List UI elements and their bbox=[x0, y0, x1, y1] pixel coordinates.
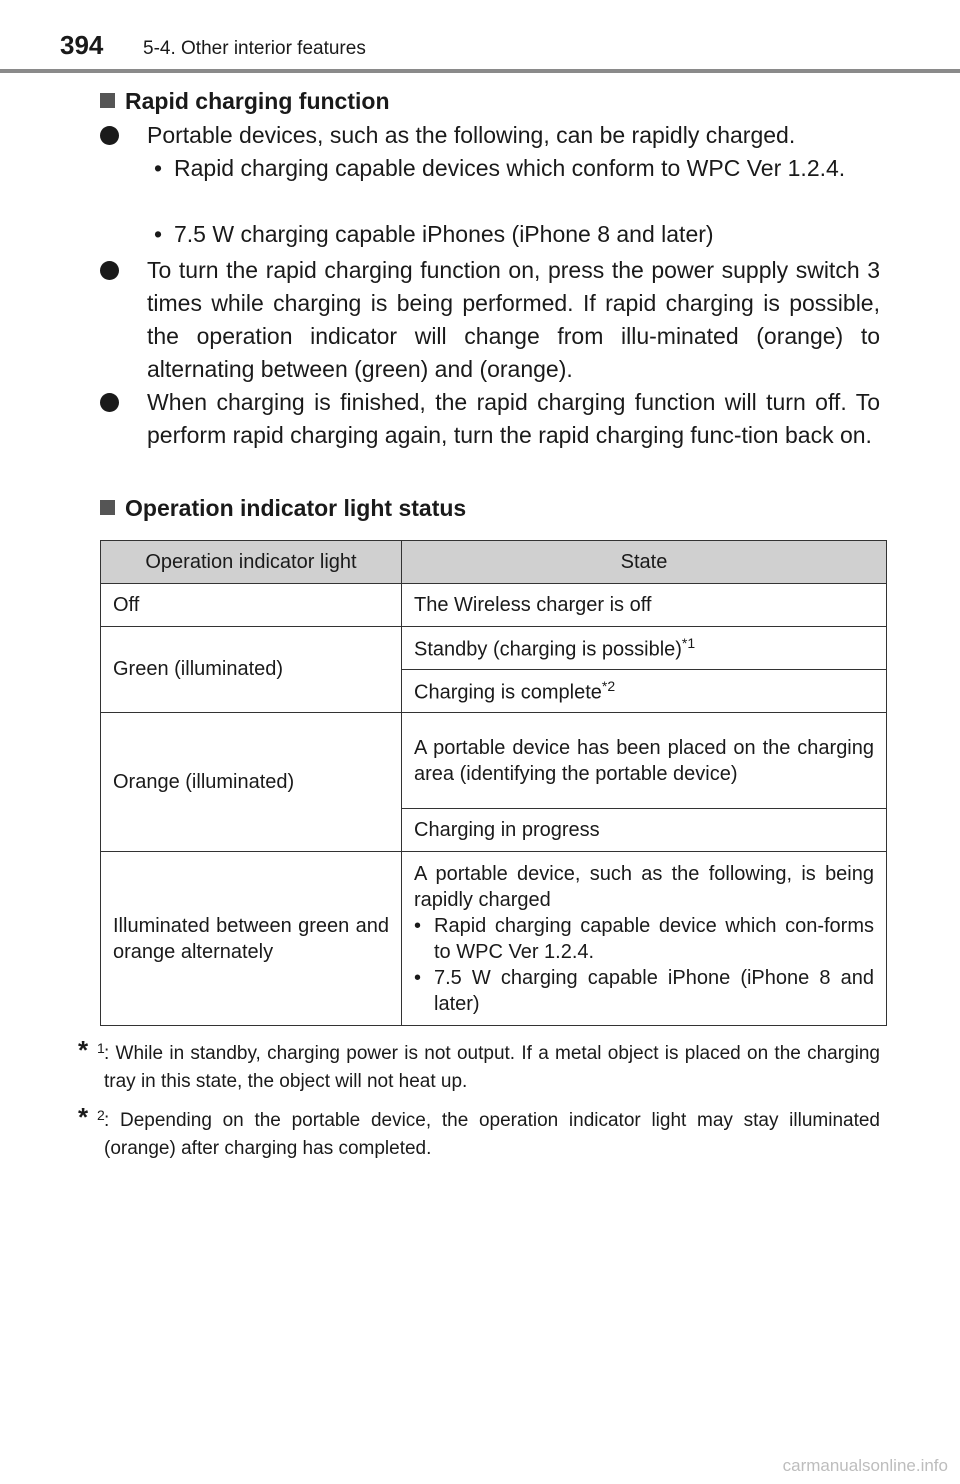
table-header-row bbox=[101, 541, 887, 584]
state-cell: Charging in progress bbox=[402, 809, 887, 852]
light-cell: Green (illuminated) bbox=[101, 627, 402, 713]
footnote-ref: *1 bbox=[681, 634, 696, 651]
light-cell: Illuminated between green and orange alternately bbox=[101, 852, 402, 1026]
column-header-state: State bbox=[402, 541, 887, 584]
state-cell: A portable device, such as the following, is being rapidly charged • Rapid charging capable device which con-forms to WPC Ver 1.2.4. • 7.5 W charging capable iPhone (iPhone 8 and later) bbox=[402, 852, 887, 1026]
light-cell: Orange (illuminated) bbox=[101, 713, 402, 852]
watermark-text: carmanualsonline.info bbox=[782, 1456, 948, 1475]
footnote-2: * 2 : Depending on the portable device, the operation indicator light may stay illuminated (orange) after charging has completed. bbox=[78, 1102, 880, 1159]
light-cell: Off bbox=[101, 584, 402, 627]
state-cell: A portable device has been placed on the charging area (identifying the portable device) bbox=[402, 713, 887, 809]
rapid-sub-iphone: • 7.5 W charging capable iPhones (iPhone 8 and later) bbox=[154, 221, 714, 247]
indicator-status-heading: Operation indicator light status bbox=[100, 495, 466, 522]
rapid-charging-heading: Rapid charging function bbox=[100, 88, 390, 115]
round-bullet-icon bbox=[100, 393, 119, 412]
state-cell: Standby (charging is possible)$^{*1}$ bbox=[402, 627, 887, 670]
footnote-1: * 1 : While in standby, charging power is not output. If a metal object is placed on the charging tray in this state, the object will not heat up. bbox=[78, 1035, 880, 1092]
round-bullet-icon bbox=[100, 261, 119, 280]
table-row bbox=[101, 713, 887, 809]
list-item: • Rapid charging capable device which con-forms to WPC Ver 1.2.4. bbox=[414, 914, 874, 963]
rapid-bullet-finished: When charging is finished, the rapid charging function will turn off. To perform rapid charging again, turn the rapid charging func-tion back on. bbox=[100, 386, 880, 452]
table-row bbox=[101, 852, 887, 1026]
page-number: 394 bbox=[60, 30, 104, 60]
rapid-bullet-portable: Portable devices, such as the following, can be rapidly charged. bbox=[100, 119, 880, 152]
list-item: • 7.5 W charging capable iPhone (iPhone 8 and later) bbox=[414, 966, 874, 1015]
section-title: 5-4. Other interior features bbox=[143, 38, 366, 59]
square-bullet-icon bbox=[100, 93, 115, 108]
rapid-sub-wpc: • Rapid charging capable devices which conform to WPC Ver 1.2.4. bbox=[154, 155, 846, 181]
state-cell: Charging is complete$^{*2}$ bbox=[402, 670, 887, 713]
column-header-light: Operation indicator light bbox=[101, 541, 402, 584]
table-row bbox=[101, 627, 887, 670]
square-bullet-icon bbox=[100, 500, 115, 515]
header-divider bbox=[0, 69, 960, 73]
indicator-status-table bbox=[100, 540, 887, 1026]
footnote-ref: *2 bbox=[601, 677, 616, 694]
state-cell: The Wireless charger is off bbox=[402, 584, 887, 627]
page-header bbox=[0, 0, 960, 76]
rapid-bullet-turn-on: To turn the rapid charging function on, press the power supply switch 3 times while charging is being performed. If rapid charging is possible, the operation indicator will change from illu-minated (orange) to alternating between (green) and (orange). bbox=[100, 254, 880, 386]
round-bullet-icon bbox=[100, 126, 119, 145]
table-row bbox=[101, 584, 887, 627]
